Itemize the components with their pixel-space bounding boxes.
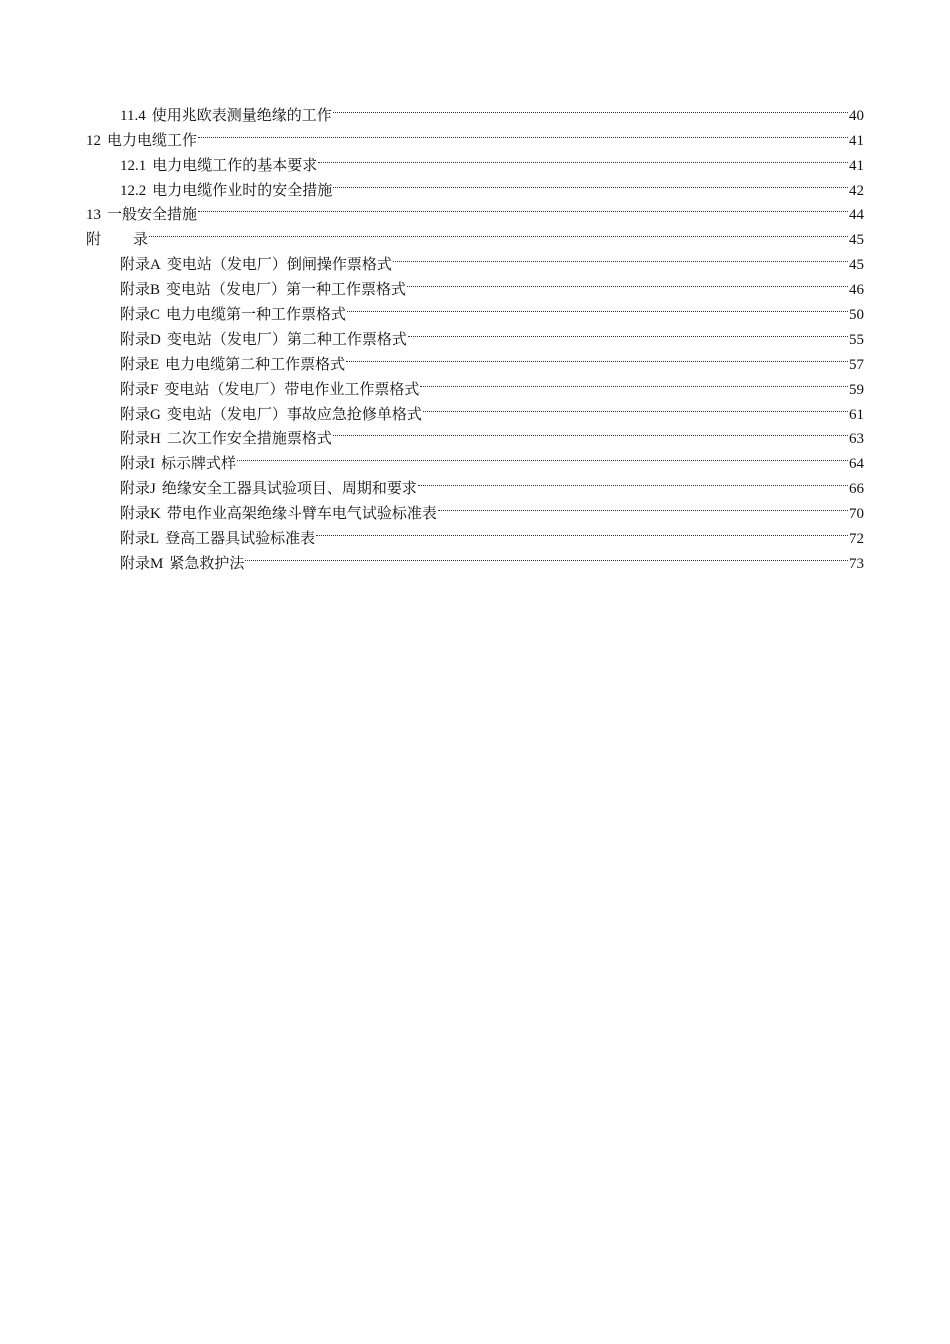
toc-entry-title: 二次工作安全措施票格式 — [166, 429, 332, 448]
toc-entry-number: 附录G — [120, 406, 161, 423]
dot-leader — [333, 95, 848, 120]
toc-entry-number: 12.2 — [120, 182, 147, 199]
dot-leader — [316, 518, 848, 543]
dot-leader — [418, 468, 848, 493]
toc-entry-page: 63 — [849, 431, 864, 448]
toc-entry-page: 70 — [849, 506, 864, 523]
toc-entry-page: 45 — [849, 232, 864, 249]
toc-entry-title: 带电作业高架绝缘斗臂车电气试验标准表 — [166, 504, 437, 523]
toc-entry-number: 11.4 — [120, 107, 146, 124]
toc-entry[interactable] — [86, 219, 864, 249]
toc-entry-title: 电力电缆第一种工作票格式 — [166, 305, 347, 324]
toc-entry-number: 13 — [86, 207, 101, 224]
dot-leader — [420, 369, 848, 394]
toc-entry-title: 电力电缆作业时的安全措施 — [152, 180, 333, 199]
dot-leader — [245, 543, 848, 568]
dot-leader — [333, 419, 848, 444]
toc-entry-page: 45 — [849, 257, 864, 274]
toc-entry-page: 64 — [849, 456, 864, 473]
toc-entry[interactable] — [86, 95, 864, 124]
toc-entry-title: 电力电缆工作的基本要求 — [152, 155, 318, 174]
toc-entry-title: 变电站（发电厂）倒闸操作票格式 — [166, 255, 392, 274]
toc-entry-page: 42 — [849, 182, 864, 199]
toc-entry-number: 附 — [86, 230, 102, 249]
toc-entry-title: 绝缘安全工器具试验项目、周期和要求 — [161, 479, 417, 498]
toc-entry-title: 变电站（发电厂）事故应急抢修单格式 — [166, 404, 422, 423]
toc-entry-title: 标示牌式样 — [161, 454, 237, 473]
toc-entry-page: 55 — [849, 331, 864, 348]
toc-entry-number: 附录B — [120, 282, 161, 299]
toc-entry[interactable] — [86, 244, 864, 274]
dot-leader — [408, 319, 848, 344]
toc-entry[interactable] — [86, 195, 864, 224]
dot-leader — [149, 219, 848, 244]
toc-entry-page: 66 — [849, 481, 864, 498]
toc-entry-number: 附录F — [120, 381, 159, 398]
table-of-contents — [86, 95, 864, 572]
toc-entry-page: 44 — [849, 207, 864, 224]
dot-leader — [346, 344, 848, 369]
toc-entry-title: 变电站（发电厂）带电作业工作票格式 — [164, 379, 420, 398]
toc-entry-page: 41 — [849, 157, 864, 174]
dot-leader — [198, 120, 848, 145]
dot-leader — [237, 443, 848, 468]
toc-entry-number: 附录A — [120, 257, 161, 274]
dot-leader — [407, 269, 848, 294]
toc-entry-page: 40 — [849, 107, 864, 124]
toc-entry-page: 46 — [849, 282, 864, 299]
toc-entry-title: 电力电缆工作 — [107, 130, 198, 149]
toc-entry-page: 73 — [849, 555, 864, 572]
toc-entry-page: 57 — [849, 356, 864, 373]
toc-entry-page: 41 — [849, 132, 864, 149]
toc-entry[interactable] — [86, 120, 864, 149]
toc-entry-number: 12 — [86, 132, 101, 149]
dot-leader — [333, 170, 848, 195]
toc-entry-number: 12.1 — [120, 157, 147, 174]
dot-leader — [347, 294, 848, 319]
toc-entry-page: 59 — [849, 381, 864, 398]
dot-leader — [438, 493, 848, 518]
toc-entry-page: 50 — [849, 307, 864, 324]
toc-entry[interactable] — [86, 145, 864, 174]
toc-entry-title: 使用兆欧表测量绝缘的工作 — [151, 105, 332, 124]
toc-entry-number: 附录E — [120, 356, 160, 373]
toc-entry-title: 紧急救护法 — [169, 553, 245, 572]
toc-entry-number: 附录J — [120, 481, 156, 498]
dot-leader — [198, 195, 848, 220]
toc-entry-title: 录 — [133, 230, 149, 249]
toc-entry-number: 附录I — [120, 456, 155, 473]
toc-entry-title: 登高工器具试验标准表 — [165, 529, 316, 548]
toc-entry-number: 附录C — [120, 307, 161, 324]
toc-entry-title: 电力电缆第二种工作票格式 — [165, 354, 346, 373]
toc-entry-number: 附录D — [120, 331, 161, 348]
toc-entry-title: 变电站（发电厂）第二种工作票格式 — [166, 329, 407, 348]
toc-entry-number: 附录K — [120, 506, 161, 523]
dot-leader — [318, 145, 848, 170]
toc-entry-title: 一般安全措施 — [107, 205, 198, 224]
toc-entry-number: 附录M — [120, 555, 164, 572]
toc-entry-page: 61 — [849, 406, 864, 423]
toc-entry-page: 72 — [849, 531, 864, 548]
toc-entry-number: 附录L — [120, 531, 160, 548]
dot-leader — [393, 244, 848, 269]
dot-leader — [423, 394, 848, 419]
toc-entry-title: 变电站（发电厂）第一种工作票格式 — [166, 280, 407, 299]
toc-entry-number: 附录H — [120, 431, 161, 448]
